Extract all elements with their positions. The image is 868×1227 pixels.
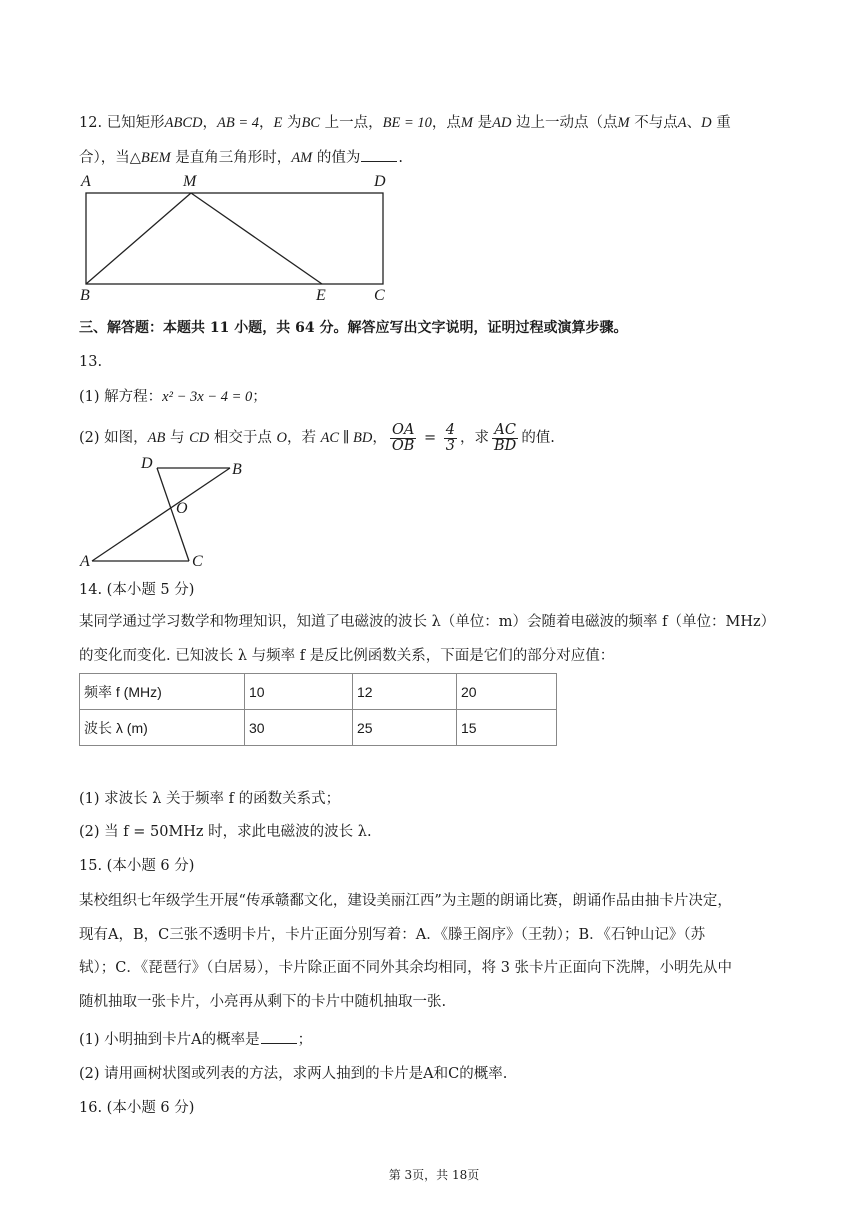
label-a2: A — [80, 553, 90, 570]
q16-heading: 16. (本小题 6 分) — [79, 1100, 195, 1116]
label-b: B — [80, 287, 90, 304]
table-cell: 10 — [245, 674, 353, 710]
q12-line2: 合），当△BEM 是直角三角形时，AM 的值为 . — [79, 147, 403, 168]
fraction-4-3: $\frac{4}{3}$ — [445, 421, 456, 454]
fraction-oa-ob: $\frac{OA}{OB}$ — [391, 421, 415, 454]
q13-part2: (2) 如图，AB 与 CD 相交于点 O，若 AC ∥ BD， $\frac{OA}{OB}$ = $\frac{4}{3}$ ，求 $\frac{AC}{BD}$ 的值. — [79, 421, 555, 454]
q14-heading: 14. (本小题 5 分) — [79, 582, 195, 598]
label-c2: C — [192, 553, 203, 570]
q14-text-1: 某同学通过学习数学和物理知识，知道了电磁波的波长 λ（单位：m）会随着电磁波的频率 f（单位：MHz） — [79, 614, 776, 630]
label-c: C — [374, 287, 385, 304]
q13-number: 13. — [79, 354, 103, 370]
rectangle-abcd — [86, 193, 383, 284]
table-cell: 12 — [353, 674, 457, 710]
q15-text-2: 现有A，B，C三张不透明卡片，卡片正面分别写着：A．《滕王阁序》（王勃）；B．《石钟山记》（苏 — [79, 927, 706, 943]
table-cell: 30 — [245, 710, 353, 746]
q14-text-2: 的变化而变化. 已知波长 λ 与频率 f 是反比例函数关系，下面是它们的部分对应值： — [79, 648, 615, 664]
q15-sub-1: (1) 小明抽到卡片A的概率是 ； — [79, 1029, 312, 1050]
section-heading: 三、解答题：本题共 11 小题，共 64 分。解答应写出文字说明，证明过程或演算步骤。 — [79, 320, 628, 336]
q15-heading: 15. (本小题 6 分) — [79, 858, 195, 874]
rectangle-figure — [0, 0, 868, 320]
hourglass-figure — [0, 440, 868, 580]
q14-sub-1: (1) 求波长 λ 关于频率 f 的函数关系式； — [79, 791, 341, 807]
segment-bm — [86, 193, 191, 284]
table-cell: 20 — [457, 674, 557, 710]
q15-text-1: 某校组织七年级学生开展“传承赣鄱文化，建设美丽江西”为主题的朗诵比赛，朗诵作品由抽卡片决定， — [79, 893, 732, 909]
q12-line1: 12. 已知矩形ABCD，AB = 4，E 为BC 上一点，BE = 10，点M 是AD 边上一动点（点M 不与点A、D 重 — [79, 115, 731, 131]
q13-part1: (1) 解方程：x² − 3x − 4 = 0； — [79, 389, 267, 405]
segment-me — [191, 193, 322, 284]
label-d: D — [374, 173, 386, 190]
fraction-ac-bd: $\frac{AC}{BD}$ — [494, 421, 517, 454]
label-m: M — [183, 173, 197, 190]
table-cell: 15 — [457, 710, 557, 746]
table-cell: 频率 f (MHz) — [80, 674, 245, 710]
q15-sub-2: (2) 请用画树状图或列表的方法，求两人抽到的卡片是A和C的概率. — [79, 1066, 508, 1082]
table-row — [80, 710, 557, 746]
label-d2: D — [141, 455, 153, 472]
label-b2: B — [232, 461, 242, 478]
table-row — [80, 674, 557, 710]
table-cell: 波长 λ (m) — [80, 710, 245, 746]
page-number: 第 3页，共 18页 — [388, 1168, 480, 1182]
q14-sub-2: (2) 当 f = 50MHz 时，求此电磁波的波长 λ. — [79, 824, 372, 840]
q15-text-3: 轼）；C．《琵琶行》（白居易），卡片除正面不同外其余均相同，将 3 张卡片正面向下洗牌，小明先从中 — [79, 960, 733, 976]
label-e: E — [316, 287, 326, 304]
q15-text-4: 随机抽取一张卡片，小亮再从剩下的卡片中随机抽取一张. — [79, 994, 447, 1010]
label-o: O — [176, 500, 188, 517]
label-a: A — [81, 173, 91, 190]
table-cell: 25 — [353, 710, 457, 746]
frequency-wavelength-table — [79, 673, 557, 746]
segment-ab — [92, 468, 230, 561]
answer-blank — [261, 1029, 297, 1044]
